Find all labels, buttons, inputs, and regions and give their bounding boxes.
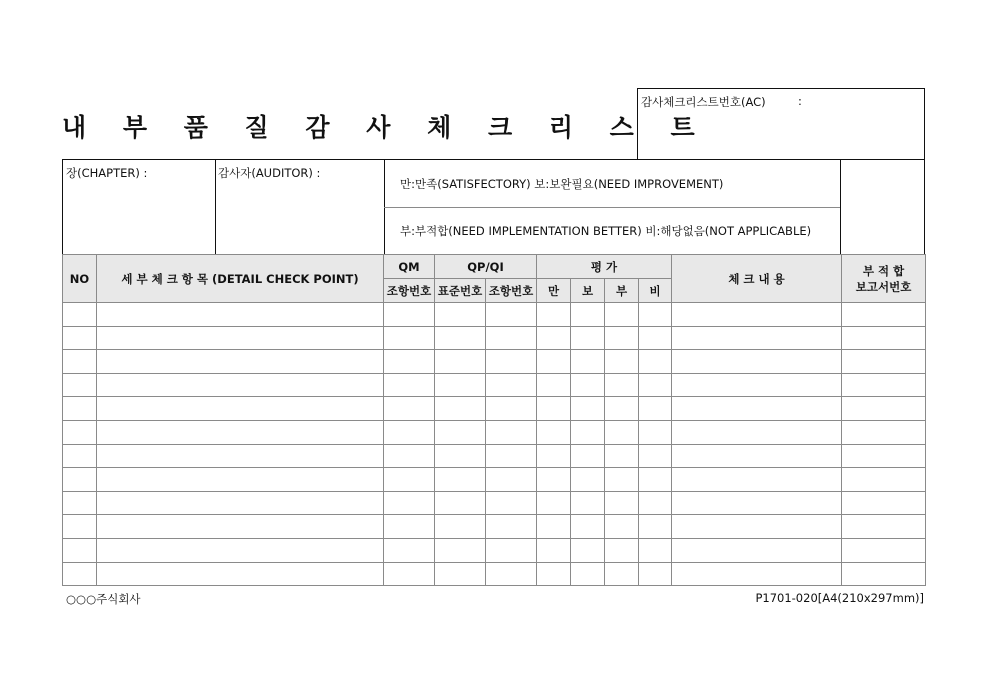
table-cell[interactable] [571,468,605,492]
header-eval-satisfy: 만 [537,279,571,303]
header-check-content: 체 크 내 용 [672,255,842,303]
table-cell[interactable] [605,468,639,492]
table-cell[interactable] [842,562,926,586]
table-cell[interactable] [605,562,639,586]
header-nonconformity-line1: 부 적 합 [862,263,905,278]
table-cell[interactable] [842,491,926,515]
table-cell[interactable] [63,444,97,468]
table-cell[interactable] [384,303,435,327]
table-cell[interactable] [605,515,639,539]
audit-checklist-number-label: 감사체크리스트번호(AC) [641,95,766,109]
header-qp-qi: QP/QI [435,255,537,279]
table-cell[interactable] [639,538,672,562]
table-cell[interactable] [384,562,435,586]
table-cell[interactable] [639,350,672,374]
company-name: ○○○주식회사 [66,592,141,606]
table-cell[interactable] [537,350,571,374]
table-cell[interactable] [486,468,537,492]
table-cell[interactable] [63,562,97,586]
table-cell[interactable] [384,444,435,468]
table-cell[interactable] [639,397,672,421]
table-cell[interactable] [384,350,435,374]
table-cell[interactable] [605,350,639,374]
table-cell[interactable] [842,444,926,468]
table-cell[interactable] [63,397,97,421]
table-cell[interactable] [435,373,486,397]
table-cell[interactable] [605,373,639,397]
table-cell[interactable] [571,373,605,397]
table-cell[interactable] [537,468,571,492]
table-cell[interactable] [571,562,605,586]
table-cell[interactable] [435,444,486,468]
table-cell[interactable] [571,397,605,421]
table-cell[interactable] [842,420,926,444]
table-cell[interactable] [486,491,537,515]
table-cell[interactable] [537,373,571,397]
table-cell[interactable] [672,491,842,515]
header-standard-no: 표준번호 [435,279,486,303]
table-cell[interactable] [435,562,486,586]
table-cell[interactable] [537,420,571,444]
table-row [63,562,926,586]
table-cell[interactable] [537,562,571,586]
table-cell[interactable] [63,326,97,350]
table-cell[interactable] [435,420,486,444]
table-row [63,397,926,421]
table-cell[interactable] [384,397,435,421]
table-cell[interactable] [842,468,926,492]
table-cell[interactable] [639,373,672,397]
table-cell[interactable] [435,303,486,327]
form-code: P1701-020[A4(210x297mm)] [755,591,924,605]
table-row [63,326,926,350]
table-cell[interactable] [639,515,672,539]
header-clause-no-qp: 조항번호 [486,279,537,303]
table-cell[interactable] [63,303,97,327]
table-cell[interactable] [605,444,639,468]
table-cell[interactable] [63,420,97,444]
table-cell[interactable] [486,350,537,374]
header-eval-improve: 보 [571,279,605,303]
table-row [63,350,926,374]
table-cell[interactable] [605,420,639,444]
table-cell[interactable] [384,515,435,539]
table-cell[interactable] [97,373,384,397]
table-cell[interactable] [486,397,537,421]
table-cell[interactable] [672,420,842,444]
table-cell[interactable] [639,303,672,327]
table-cell[interactable] [97,562,384,586]
header-nonconformity-report-no [842,255,926,303]
table-cell[interactable] [605,491,639,515]
table-cell[interactable] [435,397,486,421]
table-cell[interactable] [842,373,926,397]
header-evaluation: 평 가 [537,255,672,279]
table-cell[interactable] [63,491,97,515]
auditor-field[interactable]: 감사자(AUDITOR) : [218,166,321,180]
table-cell[interactable] [537,515,571,539]
table-cell[interactable] [842,350,926,374]
table-cell[interactable] [537,397,571,421]
table-cell[interactable] [571,491,605,515]
table-cell[interactable] [571,326,605,350]
info-section [62,159,925,255]
table-cell[interactable] [672,303,842,327]
table-cell[interactable] [537,538,571,562]
header-nonconformity-line2: 보고서번호 [855,279,912,294]
audit-checklist-number-colon: : [798,94,802,108]
header-qm: QM [384,255,435,279]
table-cell[interactable] [486,303,537,327]
table-cell[interactable] [605,538,639,562]
table-cell[interactable] [672,373,842,397]
table-cell[interactable] [384,420,435,444]
table-cell[interactable] [435,326,486,350]
table-cell[interactable] [537,491,571,515]
table-cell[interactable] [97,326,384,350]
table-cell[interactable] [842,538,926,562]
divider [384,207,840,208]
table-cell[interactable] [537,444,571,468]
table-cell[interactable] [486,562,537,586]
table-cell[interactable] [672,444,842,468]
table-cell[interactable] [571,420,605,444]
table-cell[interactable] [97,444,384,468]
table-row [63,444,926,468]
table-cell[interactable] [605,326,639,350]
table-cell[interactable] [639,562,672,586]
table-cell[interactable] [435,491,486,515]
table-cell[interactable] [486,538,537,562]
table-cell[interactable] [571,350,605,374]
header-eval-nonconform: 부 [605,279,639,303]
table-row [63,373,926,397]
table-cell[interactable] [605,397,639,421]
table-cell[interactable] [537,326,571,350]
table-cell[interactable] [672,515,842,539]
table-row [63,515,926,539]
table-cell[interactable] [639,468,672,492]
table-cell[interactable] [639,444,672,468]
table-cell[interactable] [842,326,926,350]
check-point-table [62,254,926,586]
table-cell[interactable] [97,303,384,327]
header-clause-no-qm: 조항번호 [384,279,435,303]
table-cell[interactable] [537,303,571,327]
table-cell[interactable] [842,515,926,539]
table-cell[interactable] [97,491,384,515]
table-cell[interactable] [486,515,537,539]
table-cell[interactable] [571,444,605,468]
audit-checklist-number-box [637,88,925,160]
table-cell[interactable] [63,515,97,539]
table-cell[interactable] [384,468,435,492]
table-cell[interactable] [435,468,486,492]
table-cell[interactable] [384,326,435,350]
table-cell[interactable] [435,538,486,562]
table-row [63,420,926,444]
table-body [63,303,926,586]
table-cell[interactable] [97,538,384,562]
table-cell[interactable] [384,538,435,562]
table-cell[interactable] [486,373,537,397]
table-cell[interactable] [97,350,384,374]
table-cell[interactable] [435,350,486,374]
table-cell[interactable] [486,444,537,468]
header-no: NO [63,255,97,303]
table-cell[interactable] [486,420,537,444]
table-cell[interactable] [97,468,384,492]
table-cell[interactable] [97,420,384,444]
table-row [63,491,926,515]
table-cell[interactable] [672,468,842,492]
header-detail-check-point: 세 부 체 크 항 목 (DETAIL CHECK POINT) [97,255,384,303]
table-cell[interactable] [486,326,537,350]
page-title: 내 부 품 질 감 사 체 크 리 스 트 [62,113,709,142]
table-row [63,538,926,562]
table-cell[interactable] [63,538,97,562]
table-cell[interactable] [435,515,486,539]
table-cell[interactable] [571,538,605,562]
table-cell[interactable] [571,303,605,327]
chapter-field[interactable]: 장(CHAPTER) : [66,166,148,180]
table-cell[interactable] [97,515,384,539]
table-cell[interactable] [842,397,926,421]
header-eval-na: 비 [639,279,672,303]
table-cell[interactable] [97,397,384,421]
legend-line-1: 만:만족(SATISFECTORY) 보:보완필요(NEED IMPROVEMENT) [400,177,724,191]
table-cell[interactable] [63,373,97,397]
table-cell[interactable] [63,350,97,374]
table-cell[interactable] [672,397,842,421]
divider [215,160,216,254]
table-cell[interactable] [639,326,672,350]
table-cell[interactable] [639,491,672,515]
table-cell[interactable] [672,538,842,562]
table-cell[interactable] [842,303,926,327]
table-row [63,303,926,327]
table-cell[interactable] [672,350,842,374]
legend-line-2: 부:부적합(NEED IMPLEMENTATION BETTER) 비:해당없음(NOT APPLICABLE) [400,224,812,238]
table-cell[interactable] [384,373,435,397]
table-cell[interactable] [672,326,842,350]
table-cell[interactable] [63,468,97,492]
table-cell[interactable] [384,491,435,515]
table-cell[interactable] [672,562,842,586]
table-cell[interactable] [605,303,639,327]
table-cell[interactable] [639,420,672,444]
divider [840,160,841,254]
table-cell[interactable] [571,515,605,539]
table-row [63,468,926,492]
